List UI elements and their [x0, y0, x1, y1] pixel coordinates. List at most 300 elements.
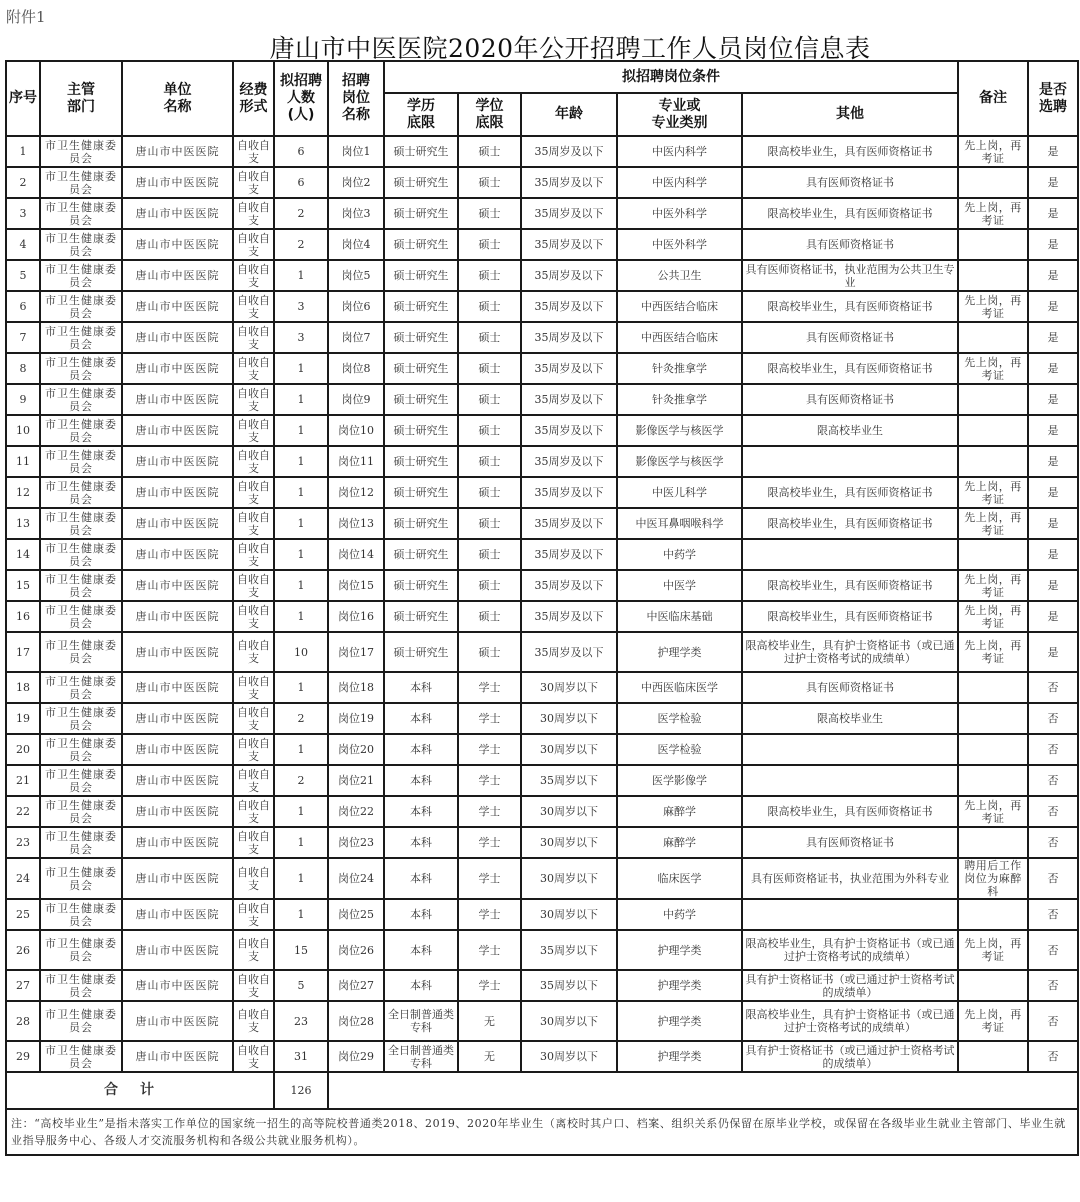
funding-cell: 自收自支 [233, 477, 274, 508]
selected-cell: 是 [1028, 477, 1078, 508]
remark-cell: 先上岗，再考证 [958, 570, 1028, 601]
remark-cell: 先上岗，再考证 [958, 796, 1028, 827]
post-cell: 岗位29 [328, 1041, 384, 1072]
count-cell: 1 [274, 508, 328, 539]
degree-cell: 无 [458, 1041, 521, 1072]
funding-cell: 自收自支 [233, 899, 274, 930]
other-cell [742, 446, 958, 477]
unit-cell: 唐山市中医医院 [122, 260, 233, 291]
other-cell: 限高校毕业生，具有医师资格证书 [742, 601, 958, 632]
unit-cell: 唐山市中医医院 [122, 858, 233, 899]
age-cell: 35周岁及以下 [521, 601, 617, 632]
unit-cell: 唐山市中医医院 [122, 322, 233, 353]
selected-cell: 是 [1028, 229, 1078, 260]
major-cell: 中西医临床医学 [617, 672, 742, 703]
degree-cell: 硕士 [458, 260, 521, 291]
unit-cell: 唐山市中医医院 [122, 136, 233, 167]
education-cell: 本科 [384, 899, 458, 930]
footnote-row [6, 1109, 1078, 1155]
page-title: 唐山市中医医院2020年公开招聘工作人员岗位信息表 [269, 34, 871, 63]
remark-cell [958, 260, 1028, 291]
dept-cell: 市卫生健康委员会 [40, 930, 122, 970]
funding-cell: 自收自支 [233, 1001, 274, 1041]
education-cell: 本科 [384, 703, 458, 734]
degree-cell: 学士 [458, 858, 521, 899]
seq-cell: 20 [6, 734, 40, 765]
dept-cell: 市卫生健康委员会 [40, 632, 122, 672]
other-cell [742, 539, 958, 570]
degree-cell: 无 [458, 1001, 521, 1041]
count-cell: 1 [274, 570, 328, 601]
age-cell: 35周岁及以下 [521, 415, 617, 446]
header-funding: 经费 形式 [233, 61, 274, 136]
age-cell: 30周岁以下 [521, 672, 617, 703]
footnote: 注：“高校毕业生”是指未落实工作单位的国家统一招生的高等院校普通类2018、2019、2020年毕业生（离校时其户口、档案、组织关系仍保留在原毕业学校，或保留在各级毕业生就业主管部门、毕业生就业指导服务中心、各级人才交流服务机构和各级公共就业服务机构）。 [6, 1109, 1078, 1155]
other-cell: 具有医师资格证书 [742, 322, 958, 353]
funding-cell: 自收自支 [233, 765, 274, 796]
header-unit: 单位 名称 [122, 61, 233, 136]
remark-cell [958, 765, 1028, 796]
remark-cell [958, 384, 1028, 415]
seq-cell: 3 [6, 198, 40, 229]
count-cell: 1 [274, 384, 328, 415]
age-cell: 35周岁以下 [521, 970, 617, 1001]
selected-cell: 否 [1028, 796, 1078, 827]
major-cell: 中医外科学 [617, 198, 742, 229]
seq-cell: 24 [6, 858, 40, 899]
dept-cell: 市卫生健康委员会 [40, 229, 122, 260]
remark-cell: 先上岗，再考证 [958, 198, 1028, 229]
recruitment-table [5, 60, 1079, 1156]
age-cell: 30周岁以下 [521, 1041, 617, 1072]
degree-cell: 硕士 [458, 415, 521, 446]
funding-cell: 自收自支 [233, 601, 274, 632]
education-cell: 本科 [384, 827, 458, 858]
dept-cell: 市卫生健康委员会 [40, 796, 122, 827]
other-cell: 具有医师资格证书，执业范围为公共卫生专业 [742, 260, 958, 291]
dept-cell: 市卫生健康委员会 [40, 672, 122, 703]
table-row [6, 601, 1078, 632]
count-cell: 3 [274, 322, 328, 353]
remark-cell [958, 827, 1028, 858]
degree-cell: 学士 [458, 930, 521, 970]
unit-cell: 唐山市中医医院 [122, 508, 233, 539]
selected-cell: 否 [1028, 899, 1078, 930]
other-cell: 具有护士资格证书（或已通过护士资格考试的成绩单） [742, 970, 958, 1001]
count-cell: 15 [274, 930, 328, 970]
education-cell: 硕士研究生 [384, 353, 458, 384]
table-row [6, 198, 1078, 229]
table-row [6, 765, 1078, 796]
count-cell: 6 [274, 167, 328, 198]
major-cell: 医学检验 [617, 734, 742, 765]
post-cell: 岗位15 [328, 570, 384, 601]
degree-cell: 硕士 [458, 384, 521, 415]
seq-cell: 1 [6, 136, 40, 167]
other-cell: 具有医师资格证书 [742, 827, 958, 858]
major-cell: 中医内科学 [617, 167, 742, 198]
table-row [6, 858, 1078, 899]
degree-cell: 学士 [458, 796, 521, 827]
education-cell: 硕士研究生 [384, 601, 458, 632]
selected-cell: 是 [1028, 601, 1078, 632]
count-cell: 1 [274, 827, 328, 858]
education-cell: 硕士研究生 [384, 322, 458, 353]
seq-cell: 10 [6, 415, 40, 446]
major-cell: 影像医学与核医学 [617, 446, 742, 477]
funding-cell: 自收自支 [233, 930, 274, 970]
post-cell: 岗位6 [328, 291, 384, 322]
funding-cell: 自收自支 [233, 229, 274, 260]
selected-cell: 否 [1028, 858, 1078, 899]
unit-cell: 唐山市中医医院 [122, 477, 233, 508]
remark-cell: 先上岗，再考证 [958, 353, 1028, 384]
dept-cell: 市卫生健康委员会 [40, 601, 122, 632]
count-cell: 1 [274, 415, 328, 446]
post-cell: 岗位18 [328, 672, 384, 703]
seq-cell: 22 [6, 796, 40, 827]
selected-cell: 是 [1028, 632, 1078, 672]
major-cell: 麻醉学 [617, 796, 742, 827]
unit-cell: 唐山市中医医院 [122, 570, 233, 601]
dept-cell: 市卫生健康委员会 [40, 1001, 122, 1041]
other-cell: 具有医师资格证书 [742, 672, 958, 703]
seq-cell: 28 [6, 1001, 40, 1041]
total-label: 合计 [6, 1072, 274, 1109]
funding-cell: 自收自支 [233, 167, 274, 198]
count-cell: 31 [274, 1041, 328, 1072]
education-cell: 本科 [384, 734, 458, 765]
remark-cell [958, 672, 1028, 703]
post-cell: 岗位9 [328, 384, 384, 415]
dept-cell: 市卫生健康委员会 [40, 539, 122, 570]
age-cell: 35周岁及以下 [521, 291, 617, 322]
unit-cell: 唐山市中医医院 [122, 899, 233, 930]
dept-cell: 市卫生健康委员会 [40, 446, 122, 477]
post-cell: 岗位10 [328, 415, 384, 446]
table-row [6, 734, 1078, 765]
other-cell: 限高校毕业生，具有护士资格证书（或已通过护士资格考试的成绩单） [742, 632, 958, 672]
unit-cell: 唐山市中医医院 [122, 446, 233, 477]
unit-cell: 唐山市中医医院 [122, 827, 233, 858]
age-cell: 35周岁以下 [521, 930, 617, 970]
count-cell: 6 [274, 136, 328, 167]
degree-cell: 学士 [458, 734, 521, 765]
education-cell: 硕士研究生 [384, 229, 458, 260]
seq-cell: 19 [6, 703, 40, 734]
dept-cell: 市卫生健康委员会 [40, 291, 122, 322]
age-cell: 30周岁以下 [521, 827, 617, 858]
count-cell: 2 [274, 198, 328, 229]
selected-cell: 是 [1028, 136, 1078, 167]
count-cell: 1 [274, 260, 328, 291]
post-cell: 岗位12 [328, 477, 384, 508]
seq-cell: 16 [6, 601, 40, 632]
dept-cell: 市卫生健康委员会 [40, 477, 122, 508]
education-cell: 本科 [384, 796, 458, 827]
selected-cell: 否 [1028, 827, 1078, 858]
selected-cell: 是 [1028, 384, 1078, 415]
major-cell: 护理学类 [617, 632, 742, 672]
education-cell: 硕士研究生 [384, 632, 458, 672]
degree-cell: 硕士 [458, 167, 521, 198]
other-cell: 限高校毕业生，具有医师资格证书 [742, 796, 958, 827]
post-cell: 岗位8 [328, 353, 384, 384]
dept-cell: 市卫生健康委员会 [40, 322, 122, 353]
degree-cell: 硕士 [458, 508, 521, 539]
major-cell: 中医临床基础 [617, 601, 742, 632]
education-cell: 硕士研究生 [384, 291, 458, 322]
seq-cell: 12 [6, 477, 40, 508]
seq-cell: 5 [6, 260, 40, 291]
dept-cell: 市卫生健康委员会 [40, 415, 122, 446]
major-cell: 临床医学 [617, 858, 742, 899]
header-conditions-group: 拟招聘岗位条件 [384, 61, 958, 93]
unit-cell: 唐山市中医医院 [122, 167, 233, 198]
unit-cell: 唐山市中医医院 [122, 601, 233, 632]
count-cell: 1 [274, 899, 328, 930]
total-empty [328, 1072, 1078, 1109]
selected-cell: 是 [1028, 570, 1078, 601]
education-cell: 本科 [384, 930, 458, 970]
education-cell: 全日制普通类专科 [384, 1001, 458, 1041]
education-cell: 全日制普通类专科 [384, 1041, 458, 1072]
funding-cell: 自收自支 [233, 827, 274, 858]
education-cell: 硕士研究生 [384, 415, 458, 446]
table-row [6, 167, 1078, 198]
count-cell: 1 [274, 539, 328, 570]
unit-cell: 唐山市中医医院 [122, 632, 233, 672]
remark-cell: 先上岗，再考证 [958, 632, 1028, 672]
header-age: 年龄 [521, 93, 617, 136]
seq-cell: 23 [6, 827, 40, 858]
total-count: 126 [274, 1072, 328, 1109]
table-row [6, 353, 1078, 384]
remark-cell [958, 970, 1028, 1001]
remark-cell [958, 415, 1028, 446]
selected-cell: 否 [1028, 765, 1078, 796]
major-cell: 中医内科学 [617, 136, 742, 167]
degree-cell: 学士 [458, 765, 521, 796]
remark-cell [958, 446, 1028, 477]
table-row [6, 899, 1078, 930]
major-cell: 针灸推拿学 [617, 384, 742, 415]
selected-cell: 是 [1028, 167, 1078, 198]
post-cell: 岗位26 [328, 930, 384, 970]
table-row [6, 384, 1078, 415]
remark-cell: 聘用后工作岗位为麻醉科 [958, 858, 1028, 899]
education-cell: 本科 [384, 765, 458, 796]
seq-cell: 7 [6, 322, 40, 353]
count-cell: 10 [274, 632, 328, 672]
table-row [6, 930, 1078, 970]
header-degree: 学位 底限 [458, 93, 521, 136]
funding-cell: 自收自支 [233, 796, 274, 827]
age-cell: 30周岁以下 [521, 734, 617, 765]
education-cell: 本科 [384, 672, 458, 703]
age-cell: 35周岁及以下 [521, 508, 617, 539]
major-cell: 护理学类 [617, 1041, 742, 1072]
funding-cell: 自收自支 [233, 384, 274, 415]
table-row [6, 703, 1078, 734]
funding-cell: 自收自支 [233, 415, 274, 446]
count-cell: 3 [274, 291, 328, 322]
age-cell: 35周岁及以下 [521, 167, 617, 198]
dept-cell: 市卫生健康委员会 [40, 734, 122, 765]
age-cell: 35周岁及以下 [521, 353, 617, 384]
major-cell: 中西医结合临床 [617, 322, 742, 353]
age-cell: 35周岁及以下 [521, 384, 617, 415]
degree-cell: 硕士 [458, 601, 521, 632]
remark-cell [958, 539, 1028, 570]
selected-cell: 否 [1028, 703, 1078, 734]
count-cell: 2 [274, 765, 328, 796]
unit-cell: 唐山市中医医院 [122, 291, 233, 322]
seq-cell: 18 [6, 672, 40, 703]
other-cell: 限高校毕业生，具有护士资格证书（或已通过护士资格考试的成绩单） [742, 930, 958, 970]
post-cell: 岗位1 [328, 136, 384, 167]
degree-cell: 硕士 [458, 322, 521, 353]
other-cell: 限高校毕业生，具有医师资格证书 [742, 477, 958, 508]
major-cell: 中西医结合临床 [617, 291, 742, 322]
other-cell: 限高校毕业生，具有医师资格证书 [742, 353, 958, 384]
major-cell: 中医学 [617, 570, 742, 601]
table-row [6, 508, 1078, 539]
education-cell: 硕士研究生 [384, 384, 458, 415]
table-row [6, 1041, 1078, 1072]
degree-cell: 硕士 [458, 136, 521, 167]
post-cell: 岗位22 [328, 796, 384, 827]
seq-cell: 29 [6, 1041, 40, 1072]
age-cell: 35周岁及以下 [521, 477, 617, 508]
education-cell: 本科 [384, 970, 458, 1001]
remark-cell: 先上岗，再考证 [958, 291, 1028, 322]
age-cell: 30周岁以下 [521, 703, 617, 734]
header-remark: 备注 [958, 61, 1028, 136]
table-row [6, 570, 1078, 601]
unit-cell: 唐山市中医医院 [122, 672, 233, 703]
funding-cell: 自收自支 [233, 858, 274, 899]
degree-cell: 硕士 [458, 229, 521, 260]
seq-cell: 13 [6, 508, 40, 539]
other-cell: 具有医师资格证书 [742, 167, 958, 198]
count-cell: 1 [274, 353, 328, 384]
remark-cell [958, 734, 1028, 765]
unit-cell: 唐山市中医医院 [122, 930, 233, 970]
table-body [6, 136, 1078, 1072]
other-cell: 限高校毕业生，具有医师资格证书 [742, 291, 958, 322]
count-cell: 2 [274, 229, 328, 260]
degree-cell: 学士 [458, 703, 521, 734]
selected-cell: 是 [1028, 508, 1078, 539]
unit-cell: 唐山市中医医院 [122, 1041, 233, 1072]
education-cell: 硕士研究生 [384, 477, 458, 508]
dept-cell: 市卫生健康委员会 [40, 1041, 122, 1072]
remark-cell [958, 229, 1028, 260]
degree-cell: 硕士 [458, 198, 521, 229]
degree-cell: 硕士 [458, 539, 521, 570]
seq-cell: 21 [6, 765, 40, 796]
major-cell: 护理学类 [617, 970, 742, 1001]
table-row [6, 827, 1078, 858]
header-major: 专业或 专业类别 [617, 93, 742, 136]
age-cell: 35周岁及以下 [521, 570, 617, 601]
post-cell: 岗位16 [328, 601, 384, 632]
age-cell: 30周岁以下 [521, 858, 617, 899]
major-cell: 医学检验 [617, 703, 742, 734]
remark-cell [958, 1041, 1028, 1072]
degree-cell: 硕士 [458, 570, 521, 601]
remark-cell: 先上岗，再考证 [958, 508, 1028, 539]
other-cell [742, 899, 958, 930]
header-seq: 序号 [6, 61, 40, 136]
age-cell: 30周岁以下 [521, 796, 617, 827]
age-cell: 30周岁以下 [521, 899, 617, 930]
major-cell: 中医外科学 [617, 229, 742, 260]
seq-cell: 6 [6, 291, 40, 322]
funding-cell: 自收自支 [233, 970, 274, 1001]
header-dept: 主管 部门 [40, 61, 122, 136]
seq-cell: 2 [6, 167, 40, 198]
table-row [6, 446, 1078, 477]
other-cell: 具有医师资格证书 [742, 384, 958, 415]
selected-cell: 是 [1028, 539, 1078, 570]
post-cell: 岗位17 [328, 632, 384, 672]
count-cell: 1 [274, 858, 328, 899]
selected-cell: 是 [1028, 353, 1078, 384]
funding-cell: 自收自支 [233, 136, 274, 167]
unit-cell: 唐山市中医医院 [122, 970, 233, 1001]
remark-cell [958, 167, 1028, 198]
remark-cell [958, 899, 1028, 930]
table-row [6, 477, 1078, 508]
seq-cell: 25 [6, 899, 40, 930]
count-cell: 1 [274, 477, 328, 508]
funding-cell: 自收自支 [233, 539, 274, 570]
major-cell: 影像医学与核医学 [617, 415, 742, 446]
degree-cell: 学士 [458, 672, 521, 703]
funding-cell: 自收自支 [233, 672, 274, 703]
remark-cell: 先上岗，再考证 [958, 477, 1028, 508]
dept-cell: 市卫生健康委员会 [40, 827, 122, 858]
table-row [6, 796, 1078, 827]
funding-cell: 自收自支 [233, 260, 274, 291]
header-count: 拟招聘 人数 (人) [274, 61, 328, 136]
age-cell: 35周岁及以下 [521, 446, 617, 477]
other-cell: 具有医师资格证书，执业范围为外科专业 [742, 858, 958, 899]
seq-cell: 27 [6, 970, 40, 1001]
count-cell: 1 [274, 672, 328, 703]
post-cell: 岗位19 [328, 703, 384, 734]
other-cell: 具有护士资格证书（或已通过护士资格考试的成绩单） [742, 1041, 958, 1072]
remark-cell: 先上岗，再考证 [958, 136, 1028, 167]
age-cell: 35周岁及以下 [521, 136, 617, 167]
education-cell: 硕士研究生 [384, 136, 458, 167]
funding-cell: 自收自支 [233, 1041, 274, 1072]
header-selected: 是否 选聘 [1028, 61, 1078, 136]
other-cell: 限高校毕业生 [742, 415, 958, 446]
unit-cell: 唐山市中医医院 [122, 198, 233, 229]
table-row [6, 1001, 1078, 1041]
seq-cell: 15 [6, 570, 40, 601]
selected-cell: 是 [1028, 260, 1078, 291]
seq-cell: 17 [6, 632, 40, 672]
age-cell: 35周岁及以下 [521, 260, 617, 291]
post-cell: 岗位27 [328, 970, 384, 1001]
post-cell: 岗位5 [328, 260, 384, 291]
count-cell: 1 [274, 796, 328, 827]
age-cell: 35周岁及以下 [521, 322, 617, 353]
